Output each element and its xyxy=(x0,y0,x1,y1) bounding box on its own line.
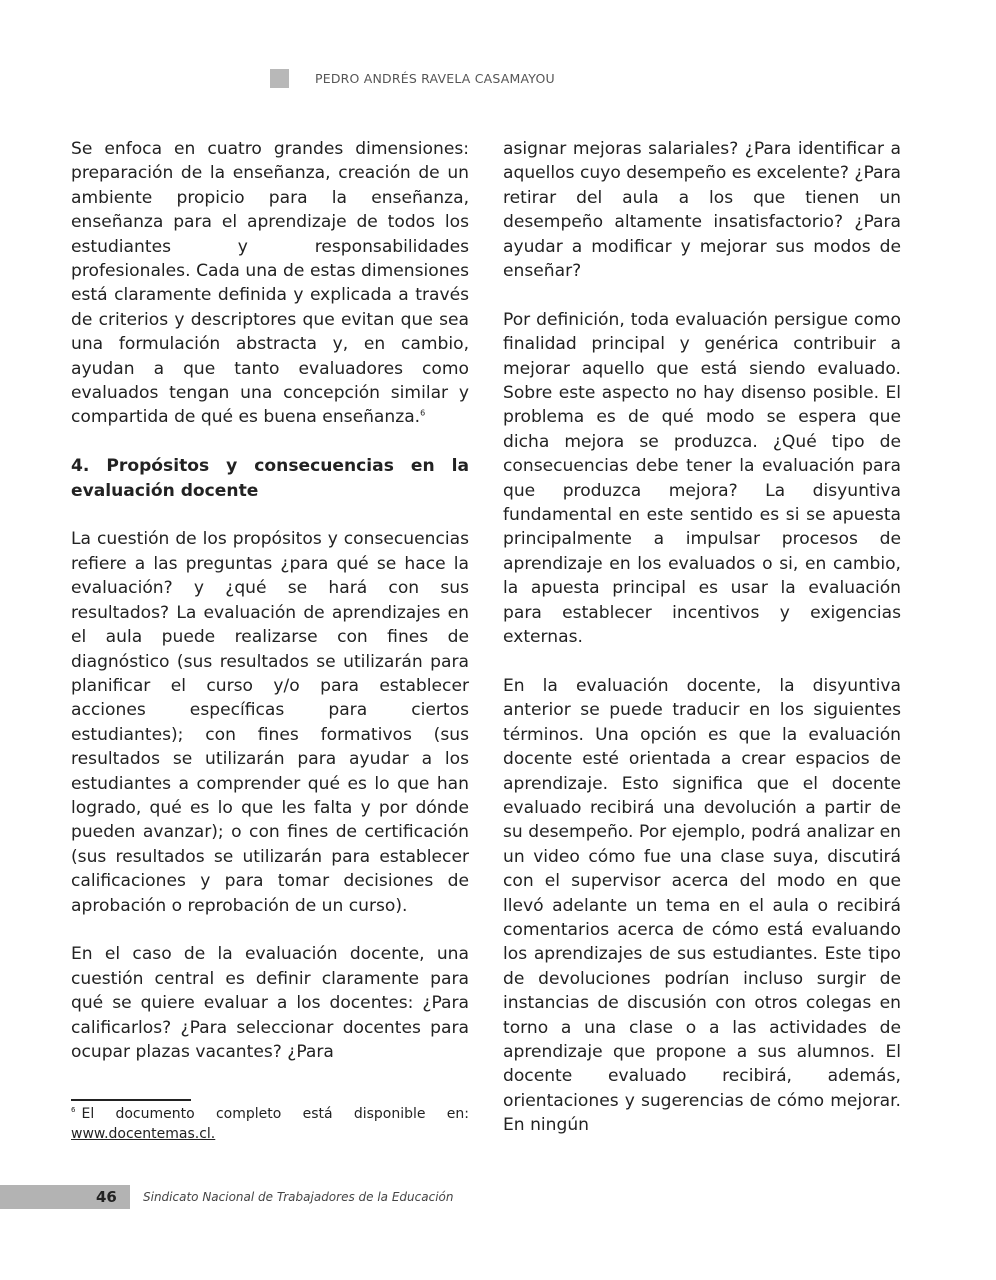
paragraph: En la evaluación docente, la disyuntiva anterior se puede traducir en los siguientes términos. Una opción es que la evaluación docente esté orientada a crear espacios de aprendizaje. Esto significa que el docente evaluado recibirá una devolución a partir de su desempeño. Por ejemplo, podrá analizar en un video cómo fue una clase suya, discutirá con el supervisor acerca del modo en que llevó adelante un tema en el aula o recibirá comentarios acerca de cómo está evaluando los aprendizajes de sus estudiantes. Este tipo de devoluciones podrían incluso surgir de instancias de discusión con otros colegas en torno a una clase o a las actividades de aprendizaje que propone a sus alumnos. El docente evaluado recibirá, además, orientaciones y sugerencias de cómo mejorar. En ningún xyxy=(503,675,901,1136)
right-column xyxy=(503,137,901,1162)
paragraph: Por definición, toda evaluación persigue como finalidad principal y genérica contribuir a mejorar aquello que está siendo evaluado. Sobre este aspecto no hay disenso posible. El problema es de qué modo se espera que dicha mejora se produzca. ¿Qué tipo de consecuencias debe tener la evaluación para que produzca mejora? La disyuntiva fundamental en este sentido es si se apuesta principalmente a impulsar procesos de aprendizaje en los evaluados o si, en cambio, la apuesta principal es usar la evaluación para establecer incentivos y exigencias externas. xyxy=(503,309,901,648)
footnote-number: 6 xyxy=(71,1106,76,1115)
paragraph: asignar mejoras salariales? ¿Para identificar a aquellos cuyo desempeño es excelente? ¿Para retirar del aula a los que tienen un desempeño altamente insatisfactorio? ¿Para ayudar a modificar y mejorar sus modos de enseñar? xyxy=(503,139,901,282)
left-column xyxy=(71,137,469,1089)
footer-publisher: Sindicato Nacional de Trabajadores de la Educación xyxy=(143,1190,454,1204)
paragraph-text: Se enfoca en cuatro grandes dimensiones: preparación de la enseñanza, creación de un ambiente propicio para la enseñanza, enseñanza para el aprendizaje de todos los estudiantes y responsabilidades profesionales. Cada una de estas dimensiones está claramente definida y explicada a través de criterios y descriptores que evitan que sea una formulación abstracta y, en cambio, ayudan a que tanto evaluadores como evaluados tengan una concepción similar y compartida de qué es buena enseñanza. xyxy=(71,139,469,428)
section-heading: 4. Propósitos y consecuencias en la evaluación docente xyxy=(71,456,469,501)
footnote-ref[interactable]: 6 xyxy=(420,408,426,418)
running-header xyxy=(270,68,555,88)
footnote-divider xyxy=(71,1099,191,1101)
paragraph: La cuestión de los propósitos y consecuencias refiere a las preguntas ¿para qué se hace la evaluación? y ¿qué se hará con sus resultados? La evaluación de aprendizajes en el aula puede realizarse con fines de diagnóstico (sus resultados se utilizarán para planificar el curso y/o para establecer acciones específicas para ciertos estudiantes); con fines formativos (sus resultados se utilizarán para ayudar a los estudiantes a comprender qué es lo que han logrado, qué es lo que les falta y por dónde pueden avanzar); o con fines de certificación (sus resultados se utilizarán para establecer calificaciones y para tomar decisiones de aprobación o reprobación de un curso). xyxy=(71,529,469,916)
footnote xyxy=(71,1104,469,1144)
page-number: 46 xyxy=(96,1188,117,1206)
header-author: PEDRO ANDRÉS RAVELA CASAMAYOU xyxy=(315,70,555,86)
footnote-link[interactable]: www.docentemas.cl. xyxy=(71,1126,216,1142)
paragraph xyxy=(71,137,469,430)
header-square-marker xyxy=(270,69,289,88)
paragraph: En el caso de la evaluación docente, una cuestión central es definir claramente para qué se quiere evaluar a los docentes: ¿Para calificarlos? ¿Para seleccionar docentes para ocupar plazas vacantes? ¿Para xyxy=(71,944,469,1062)
footnote-text: El documento completo está disponible en: xyxy=(81,1106,469,1122)
